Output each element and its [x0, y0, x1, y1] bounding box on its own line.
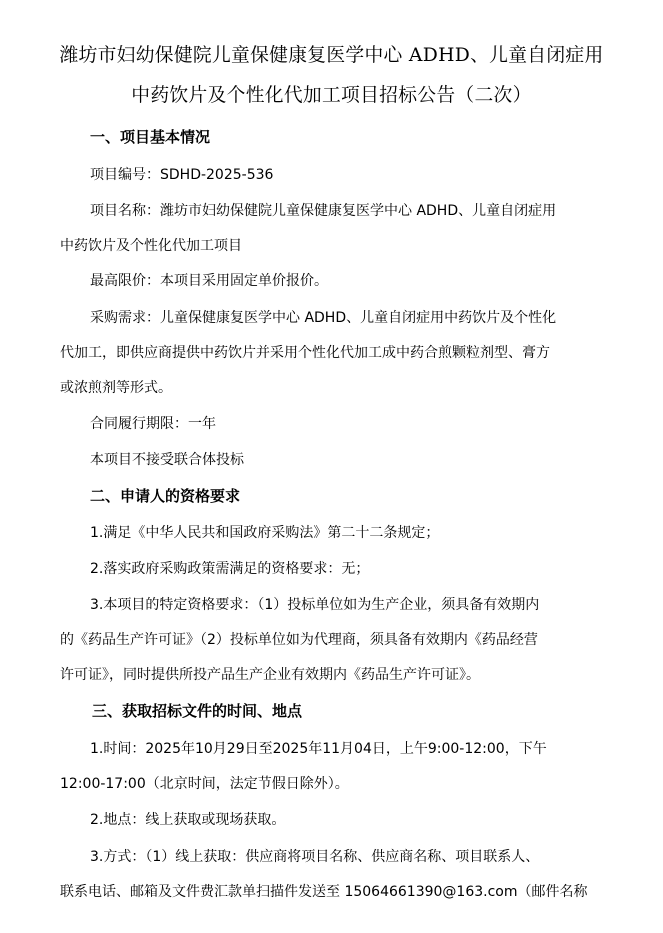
project-name-line-2: 中药饮片及个性化代加工项目	[60, 238, 242, 254]
method-line-1: 3.方式：（1）线上获取：供应商将项目名称、供应商名称、项目联系人、	[90, 849, 540, 865]
requirement-line-3: 或浓煎剂等形式。	[60, 380, 172, 396]
requirement-line-1: 采购需求：儿童保健康复医学中心 ADHD、儿童自闭症用中药饮片及个性化	[90, 310, 557, 326]
qualification-item-3-line-3: 许可证》，同时提供所投产品生产企业有效期内《药品生产许可证》。	[60, 667, 480, 683]
max-price: 最高限价：本项目采用固定单价报价。	[90, 273, 328, 289]
time-line-2: 12:00-17:00（北京时间，法定节假日除外）。	[60, 776, 349, 792]
contract-term: 合同履行期限：一年	[90, 416, 216, 432]
section-3-heading: 三、获取招标文件的时间、地点	[92, 702, 303, 720]
method-line-2: 联系电话、邮箱及文件费汇款单扫描件发送至 15064661390@163.com（邮件名称	[60, 884, 588, 900]
project-name-line-1: 项目名称：潍坊市妇幼保健院儿童保健康复医学中心 ADHD、儿童自闭症用	[90, 203, 557, 219]
qualification-item-1: 1.满足《中华人民共和国政府采购法》第二十二条规定；	[90, 525, 440, 541]
requirement-line-2: 代加工，即供应商提供中药饮片并采用个性化代加工成中药合煎颗粒剂型、膏方	[60, 345, 550, 361]
qualification-item-3-line-2: 的《药品生产许可证》（2）投标单位如为代理商，须具备有效期内《药品经营	[60, 632, 538, 648]
document-title-line-1: 潍坊市妇幼保健院儿童保健康复医学中心 ADHD、儿童自闭症用	[59, 45, 604, 66]
qualification-item-3-line-1: 3.本项目的特定资格要求：（1）投标单位如为生产企业，须具备有效期内	[90, 597, 540, 613]
section-2-heading: 二、申请人的资格要求	[90, 487, 241, 505]
consortium-note: 本项目不接受联合体投标	[90, 452, 244, 468]
document-title-line-2: 中药饮片及个性化代加工项目招标公告（二次）	[131, 85, 532, 106]
section-1-heading: 一、项目基本情况	[90, 128, 211, 146]
project-code: 项目编号：SDHD-2025-536	[90, 167, 274, 183]
place: 2.地点：线上获取或现场获取。	[90, 812, 286, 828]
time-line-1: 1.时间：2025年10月29日至2025年11月04日，上午9:00-12:00，下午	[90, 741, 547, 757]
qualification-item-2: 2.落实政府采购政策需满足的资格要求：无；	[90, 561, 370, 577]
